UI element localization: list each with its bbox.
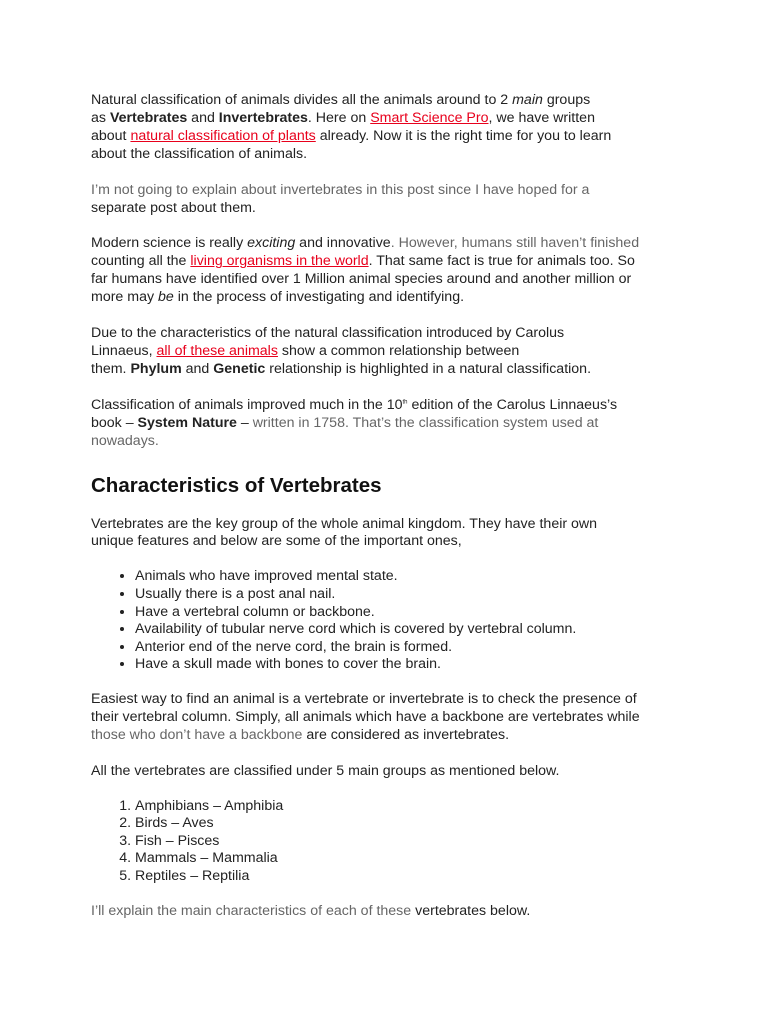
text-segment: unique features and below are some of the important ones,: [91, 533, 462, 550]
vertebrate-groups-list: [91, 798, 728, 886]
text-segment: be: [158, 289, 174, 306]
text-segment: Vertebrates are the key group of the whole animal kingdom. They have their own: [91, 515, 598, 532]
text-segment: already. Now it is the right time for you to learn: [315, 127, 612, 144]
list-item: • Animals who have improved mental state.: [135, 568, 728, 586]
living-organisms-link[interactable]: living organisms in the world: [190, 253, 369, 270]
list-item: • Have a vertebral column or backbone.: [135, 604, 728, 622]
text-segment: . That same fact is true for animals too. So: [368, 253, 635, 270]
text-segment: separate post about them.: [91, 199, 256, 216]
text-segment: more may: [91, 289, 159, 306]
text-segment: book –: [91, 414, 138, 431]
text-segment: those who don’t have a backbone: [91, 726, 303, 743]
text-segment: are considered as invertebrates.: [302, 726, 510, 743]
text-segment: Easiest way to find an animal is a vertebrate or invertebrate is to check the presence of: [91, 690, 637, 707]
easiest-way-paragraph: [91, 691, 728, 745]
five-groups-paragraph: [91, 763, 728, 781]
text-segment: vertebrates below.: [415, 903, 531, 920]
text-segment: . Here on: [307, 109, 371, 126]
characteristics-list: [91, 568, 728, 674]
text-segment: them.: [91, 360, 131, 377]
text-segment: nowadays.: [91, 432, 159, 449]
all-of-these-animals-link[interactable]: all of these animals: [156, 342, 278, 359]
text-segment: show a common relationship between: [277, 342, 520, 359]
text-segment: Vertebrates: [109, 109, 188, 126]
closing-paragraph: [91, 903, 728, 921]
text-segment: main: [512, 92, 543, 108]
text-segment: groups: [542, 92, 591, 108]
text-segment: their vertebral column. Simply, all animals which have a backbone are vertebrates while: [91, 708, 640, 725]
text-segment: I’ll explain the main characteristics of each of these: [91, 903, 416, 920]
text-segment: Modern science is really: [91, 235, 248, 252]
list-item: • Availability of tubular nerve cord which is covered by vertebral column.: [135, 621, 728, 639]
text-segment: and: [187, 109, 219, 126]
text-segment: and: [181, 360, 214, 377]
text-segment: Invertebrates: [218, 109, 308, 126]
text-segment: Due to the characteristics of the natural classification introduced by Carolus: [91, 325, 565, 342]
text-segment: counting all the: [91, 253, 191, 270]
list-item: • Have a skull made with bones to cover the brain.: [135, 656, 728, 674]
text-segment: Linnaeus,: [91, 342, 157, 359]
text-segment: about: [91, 127, 131, 144]
system-nature-paragraph: [91, 397, 728, 451]
vertebrates-intro-paragraph: [91, 516, 728, 552]
list-item: • Anterior end of the nerve cord, the brain is formed.: [135, 639, 728, 657]
text-segment: exciting: [247, 235, 296, 252]
text-segment: th: [402, 399, 408, 406]
text-segment: , we have written: [488, 109, 595, 126]
list-item: 5. Reptiles – Reptilia: [135, 868, 728, 886]
text-segment: in the process of investigating and identifying.: [173, 289, 465, 306]
text-segment: and innovative: [295, 235, 391, 252]
text-segment: Genetic: [213, 360, 266, 377]
text-segment: –: [236, 414, 253, 431]
text-segment: Natural classification of animals divides all the animals around to 2: [91, 92, 513, 108]
text-segment: All the vertebrates are classified under 5 main groups as mentioned below.: [91, 762, 560, 779]
text-segment: about the classification of animals.: [91, 145, 308, 162]
linnaeus-paragraph: [91, 325, 728, 379]
smart-science-pro-link[interactable]: Smart Science Pro: [370, 109, 489, 126]
text-segment: edition of the Carolus Linnaeus’s: [407, 396, 618, 413]
text-segment: System Nature: [137, 414, 237, 431]
list-item: • Usually there is a post anal nail.: [135, 586, 728, 604]
text-segment: far humans have identified over 1 Million animal species around and another million or: [91, 271, 632, 288]
text-segment: relationship is highlighted in a natural classification.: [265, 360, 592, 377]
list-item: 3. Fish – Pisces: [135, 833, 728, 851]
list-item: 1. Amphibians – Amphibia: [135, 798, 728, 816]
section-heading: Characteristics of Vertebrates: [91, 473, 382, 497]
natural-classification-of-plants-link[interactable]: natural classification of plants: [130, 127, 316, 144]
text-segment: written in 1758. That’s the classification system used at: [252, 414, 599, 431]
text-segment: Phylum: [130, 360, 182, 377]
text-segment: I’m not going to explain about invertebrates in this post since I have hoped for a: [91, 181, 590, 198]
text-segment: . However, humans still haven’t finished: [390, 235, 640, 252]
text-segment: Classification of animals improved much in the 10: [91, 396, 403, 413]
invertebrates-note-paragraph: [91, 182, 728, 218]
intro-paragraph: [91, 92, 728, 164]
list-item: 2. Birds – Aves: [135, 815, 728, 833]
modern-science-paragraph: [91, 235, 728, 307]
list-item: 4. Mammals – Mammalia: [135, 850, 728, 868]
text-segment: as: [91, 109, 110, 126]
